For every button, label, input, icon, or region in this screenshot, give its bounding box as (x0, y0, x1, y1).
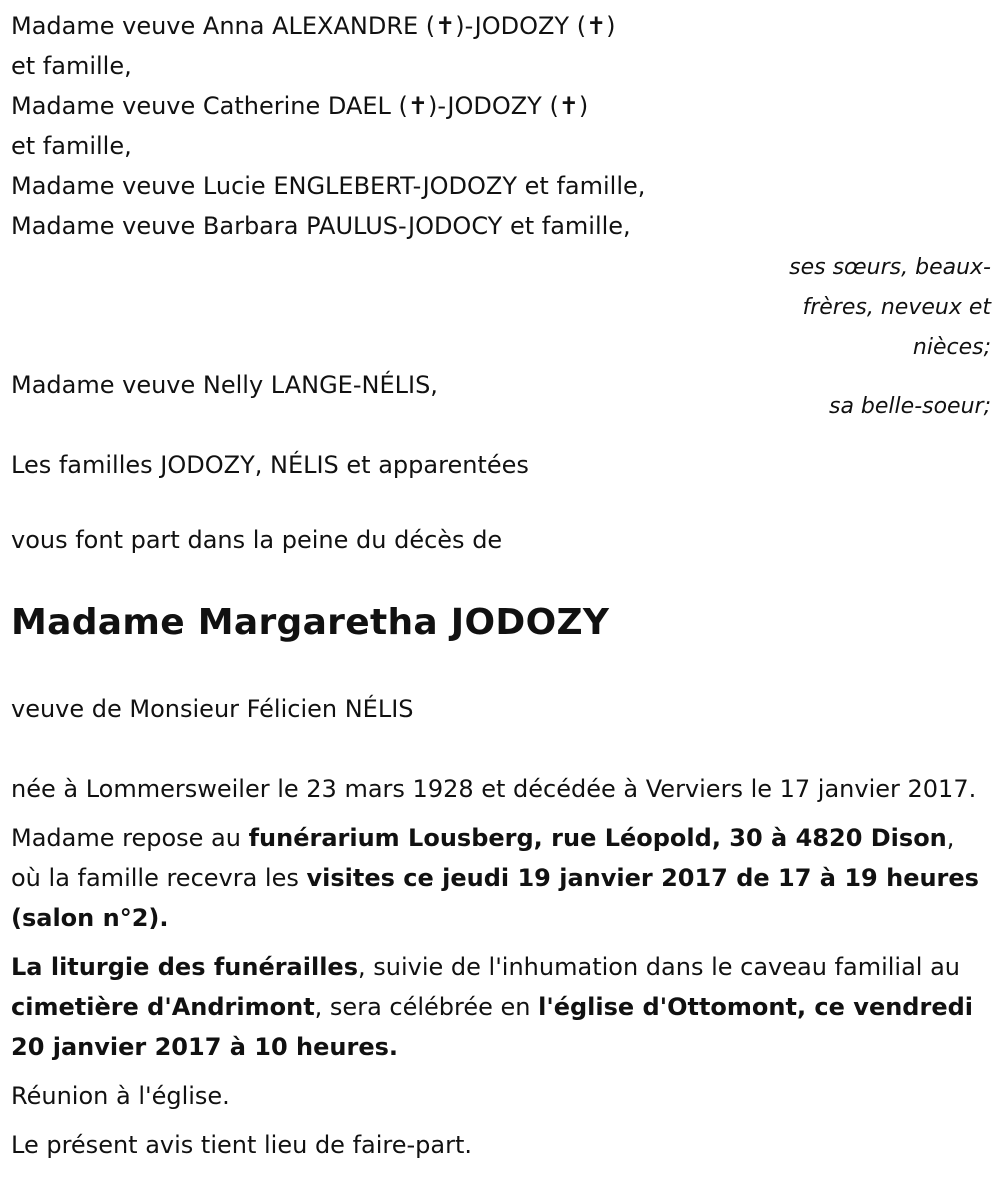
family-2-suffix: et famille, (11, 132, 132, 160)
birth-death-details: née à Lommersweiler le 23 mars 1928 et décédée à Verviers le 17 janvier 2017. (11, 775, 977, 803)
deceased-name: Madame Margaretha JODOZY (11, 602, 610, 643)
family-4: Madame veuve Barbara PAULUS-JODOCY et famille, (11, 212, 631, 240)
family-2 (11, 86, 991, 166)
family-5-row (11, 365, 991, 445)
family-1 (11, 6, 991, 86)
liturgy-title: La liturgie des funérailles (11, 953, 358, 981)
cemetery: cimetière d'Andrimont (11, 993, 315, 1021)
liturgy-text-1: , suivie de l'inhumation dans le caveau familial au (358, 953, 961, 981)
family-5: Madame veuve Nelly LANGE-NÉLIS, (11, 371, 438, 399)
relation-sisters-line-3: nièces; (912, 335, 991, 360)
family-3: Madame veuve Lucie ENGLEBERT-JODOZY et famille, (11, 172, 646, 200)
repose-text-2: , où la famille recevra les (11, 824, 955, 892)
repose-paragraph (11, 818, 991, 938)
family-1-suffix: et famille, (11, 52, 132, 80)
relation-sisters-line-1: ses sœurs, beaux- (789, 255, 991, 280)
church-time: l'église d'Ottomont, ce vendredi 20 janvier 2017 à 10 heures. (11, 993, 973, 1061)
faire-part-notice: Le présent avis tient lieu de faire-part. (11, 1131, 473, 1159)
family-2-name: Madame veuve Catherine DAEL (✝)-JODOZY (✝) (11, 92, 589, 120)
repose-location: funérarium Lousberg, rue Léopold, 30 à 4820 Dison (248, 824, 947, 852)
relation-sister-in-law: sa belle-soeur; (829, 394, 991, 419)
obituary-notice (11, 6, 991, 1165)
liturgy-text-2: , sera célébrée en (314, 993, 539, 1021)
widow-of: veuve de Monsieur Félicien NÉLIS (11, 695, 414, 723)
families-line: Les familles JODOZY, NÉLIS et apparentées (11, 451, 529, 479)
announcement: vous font part dans la peine du décès de (11, 526, 503, 554)
liturgy-paragraph (11, 947, 991, 1067)
relation-sisters-line-2: frères, neveux et (802, 295, 991, 320)
repose-visits: visites ce jeudi 19 janvier 2017 de 17 à 19 heures (salon n°2). (11, 864, 979, 932)
family-1-name: Madame veuve Anna ALEXANDRE (✝)-JODOZY (✝) (11, 12, 616, 40)
repose-text-1: Madame repose au (11, 824, 249, 852)
relation-sisters (11, 248, 991, 368)
reunion: Réunion à l'église. (11, 1082, 230, 1110)
